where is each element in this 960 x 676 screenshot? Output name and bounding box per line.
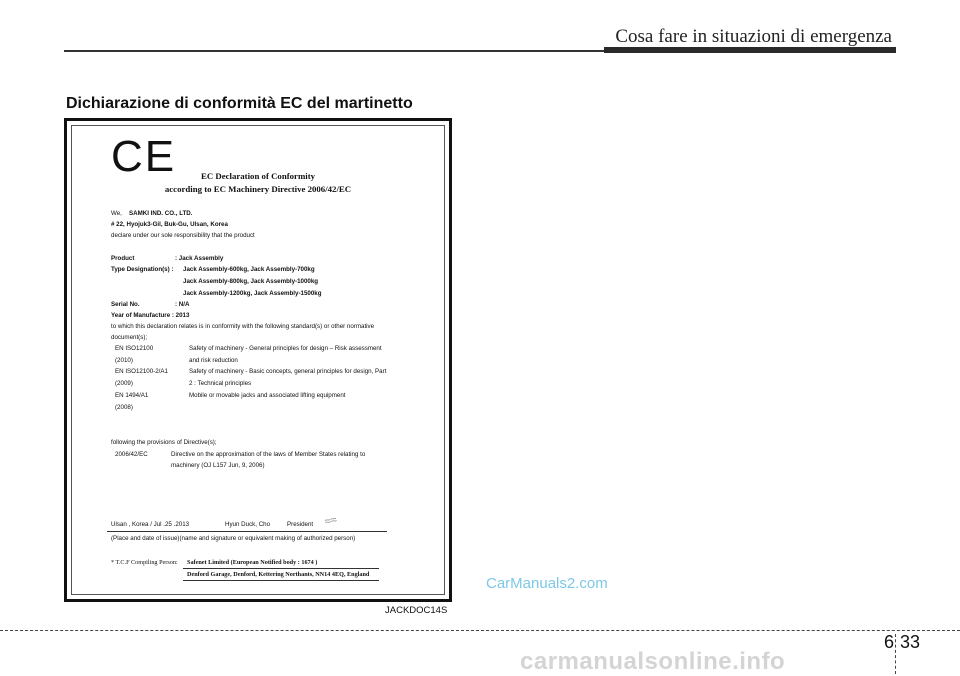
standard-code: EN 1494/A1 [115,392,149,399]
tcf-address: Denford Garage, Denford, Kettering Northants, NN14 4EQ, England [187,571,370,578]
type-value-3: Jack Assembly-1200kg, Jack Assembly-1500kg [183,290,322,297]
page-number-separator [895,634,896,674]
standard-description: Safety of machinery - Basic concepts, general principles for design, Part [189,368,387,375]
footer-dashed-rule [0,630,960,631]
tcf-rule [183,580,379,581]
type-value-2: Jack Assembly-800kg, Jack Assembly-1000kg [183,278,319,285]
section-title: Dichiarazione di conformità EC del martinetto [66,95,413,112]
signature-title: President [287,521,314,528]
standard-year: (2009) [115,380,133,387]
standard-code: EN ISO12100-2/A1 [115,368,168,375]
standard-year: (2010) [115,357,133,364]
signature-caption: (Place and date of issue)(name and signature or equivalent making of authorized person) [111,535,356,542]
figure-code: JACKDOC14S [385,605,448,616]
declaration-document [67,121,449,599]
product-label: Product [111,255,135,262]
footer-watermark: carmanualsonline.info [520,648,786,675]
tcf-value: Safenet Limited (European Notified body : 1674 ) [187,559,318,566]
declare-text: declare under our sole responsibility that the product [111,232,255,239]
conformity-text-2: document(s); [111,334,148,341]
standard-description-cont: 2 : Technical principles [189,380,252,387]
serial-value: : N/A [175,301,190,308]
type-value-1: Jack Assembly-600kg, Jack Assembly-700kg [183,266,315,273]
tcf-label: * T.C.F Compiling Person: [111,559,178,566]
conformity-text: to which this declaration relates is in conformity with the following standard(s) or other normative [111,323,375,330]
declaration-figure [64,118,452,602]
type-label: Type Designation(s) : [111,266,174,273]
signature-place-date: Ulsan , Korea / Jul .25 .2013 [111,521,190,528]
company-name: SAMKI IND. CO., LTD. [129,210,193,217]
directive-description: Directive on the approximation of the laws of Member States relating to [171,451,366,458]
serial-label: Serial No. [111,301,140,308]
directive-code: 2006/42/EC [115,451,148,458]
header-rule-accent [604,47,896,53]
signature-line [107,531,387,532]
standard-description-cont: and risk reduction [189,357,238,364]
page-number: 33 [900,632,921,652]
product-value: : Jack Assembly [175,255,224,262]
watermark-link[interactable]: CarManuals2.com [486,575,608,592]
we-label: We, [111,210,122,217]
standard-code: EN ISO12100 [115,345,154,352]
chapter-number: 6 [884,632,895,652]
signature-scribble: ≈≈ [323,513,339,529]
standard-description: Mobile or movable jacks and associated lifting equipment [189,392,346,399]
signature-name: Hyun Duck, Cho [225,521,271,528]
declaration-subheading: according to EC Machinery Directive 2006/42/EC [164,184,352,194]
tcf-rule [183,568,379,569]
provisions-text: following the provisions of Directive(s); [111,439,217,446]
standard-year: (2008) [115,404,133,411]
directive-description-cont: machinery (OJ L157 Jun, 9, 2006) [171,462,265,469]
header-title: Cosa fare in situazioni di emergenza [615,26,892,47]
ce-mark-logo: CE [111,132,177,181]
year-of-manufacture: Year of Manufacture : 2013 [111,312,190,319]
standard-description: Safety of machinery - General principles for design – Risk assessment [189,345,382,352]
header-rule [64,50,604,52]
company-address: # 22, Hyojuk3-Gil, Buk-Gu, Ulsan, Korea [111,221,228,228]
declaration-heading: EC Declaration of Conformity [200,171,316,181]
